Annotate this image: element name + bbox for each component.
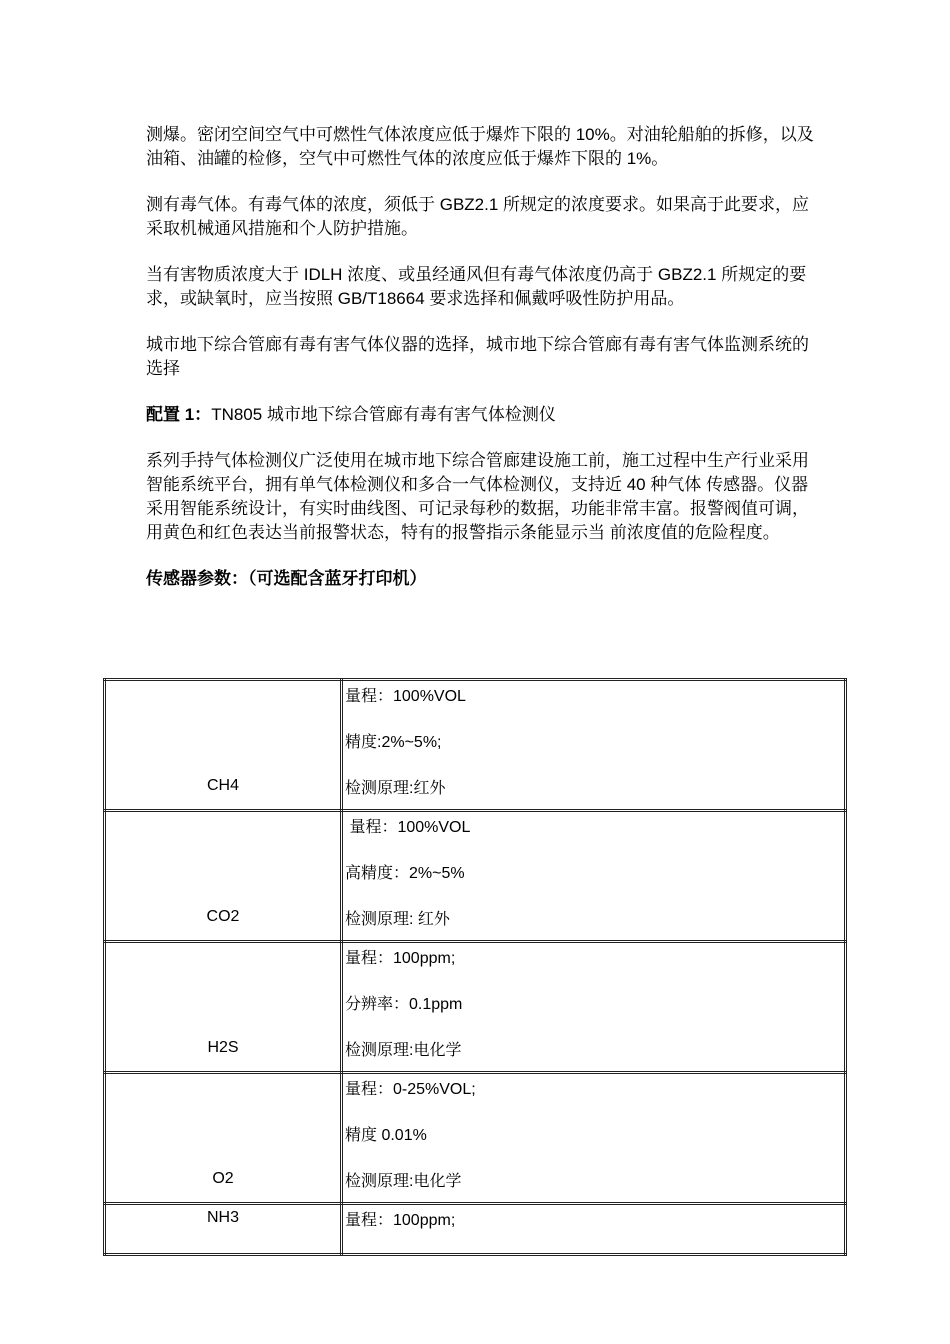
spec-principle: 检测原理:电化学 <box>345 1173 462 1190</box>
spec-precision: 精度:2%~5%; <box>345 734 442 751</box>
paragraph-respiratory-protection: 当有害物质浓度大于 IDLH 浓度、或虽经通风但有毒气体浓度仍高于 GBZ2.1 所规定的要求，或缺氧时，应当按照 GB/T18664 要求选择和佩戴呼吸性防护用品。 <box>146 265 807 308</box>
sensor-name-cell: CO2 <box>105 811 342 942</box>
sensor-parameters-heading: 传感器参数：（可选配含蓝牙打印机） <box>146 569 427 588</box>
paragraph-explosion-test: 测爆。密闭空间空气中可燃性气体浓度应低于爆炸下限的 10%。对油轮船舶的拆修，以及油箱、油罐的检修，空气中可燃性气体的浓度应低于爆炸下限的 1%。 <box>146 125 814 168</box>
sensor-spec-cell <box>342 1073 846 1204</box>
table-row <box>105 680 846 811</box>
sensor-name-cell: O2 <box>105 1073 342 1204</box>
spec-precision: 精度 0.01% <box>345 1127 427 1144</box>
table-row <box>105 942 846 1073</box>
paragraph-instrument-selection: 城市地下综合管廊有毒有害气体仪器的选择，城市地下综合管廊有毒有害气体监测系统的选择 <box>146 335 809 378</box>
table-row <box>105 1073 846 1204</box>
sensor-name-cell: NH3 <box>105 1204 342 1255</box>
spec-range: 量程：100ppm; <box>345 1212 456 1229</box>
config-text: TN805 城市地下综合管廊有毒有害气体检测仪 <box>211 405 556 424</box>
spec-precision: 高精度：2%~5% <box>345 865 465 882</box>
sensor-spec-cell <box>342 1204 846 1255</box>
sensor-spec-cell <box>342 942 846 1073</box>
table-row <box>105 811 846 942</box>
spec-range: 量程：100%VOL <box>345 819 471 836</box>
sensor-spec-cell <box>342 680 846 811</box>
sensor-name-cell: H2S <box>105 942 342 1073</box>
spec-principle: 检测原理:红外 <box>345 780 446 797</box>
spec-range: 量程：100ppm; <box>345 950 456 967</box>
spec-principle: 检测原理: 红外 <box>345 911 450 928</box>
sensor-name-cell: CH4 <box>105 680 342 811</box>
config-line <box>146 403 816 427</box>
paragraph-product-description: 系列手持气体检测仪广泛使用在城市地下综合管廊建设施工前，施工过程中生产行业采用智能系统平台，拥有单气体检测仪和多合一气体检测仪，支持近 40 种气体 传感器。仪器采用智能系统设计，有实时曲线图、可记录每秒的数据，功能非常丰富。报警阀值可调，用黄色和红色表达当前报警状态，特有的报警指示条能显示当 前浓度值的危险程度。 <box>146 451 809 542</box>
spec-resolution: 分辨率：0.1ppm <box>345 996 463 1013</box>
spec-range: 量程：0-25%VOL; <box>345 1081 476 1098</box>
config-label: 配置 1： <box>146 405 212 424</box>
sensor-spec-cell <box>342 811 846 942</box>
spec-range: 量程：100%VOL <box>345 688 466 705</box>
document-body <box>146 123 816 609</box>
table-row <box>105 1204 846 1255</box>
spec-principle: 检测原理:电化学 <box>345 1042 462 1059</box>
sensor-parameters-table <box>103 678 847 1256</box>
paragraph-toxic-gas-test: 测有毒气体。有毒气体的浓度，须低于 GBZ2.1 所规定的浓度要求。如果高于此要求，应采取机械通风措施和个人防护措施。 <box>146 195 810 238</box>
